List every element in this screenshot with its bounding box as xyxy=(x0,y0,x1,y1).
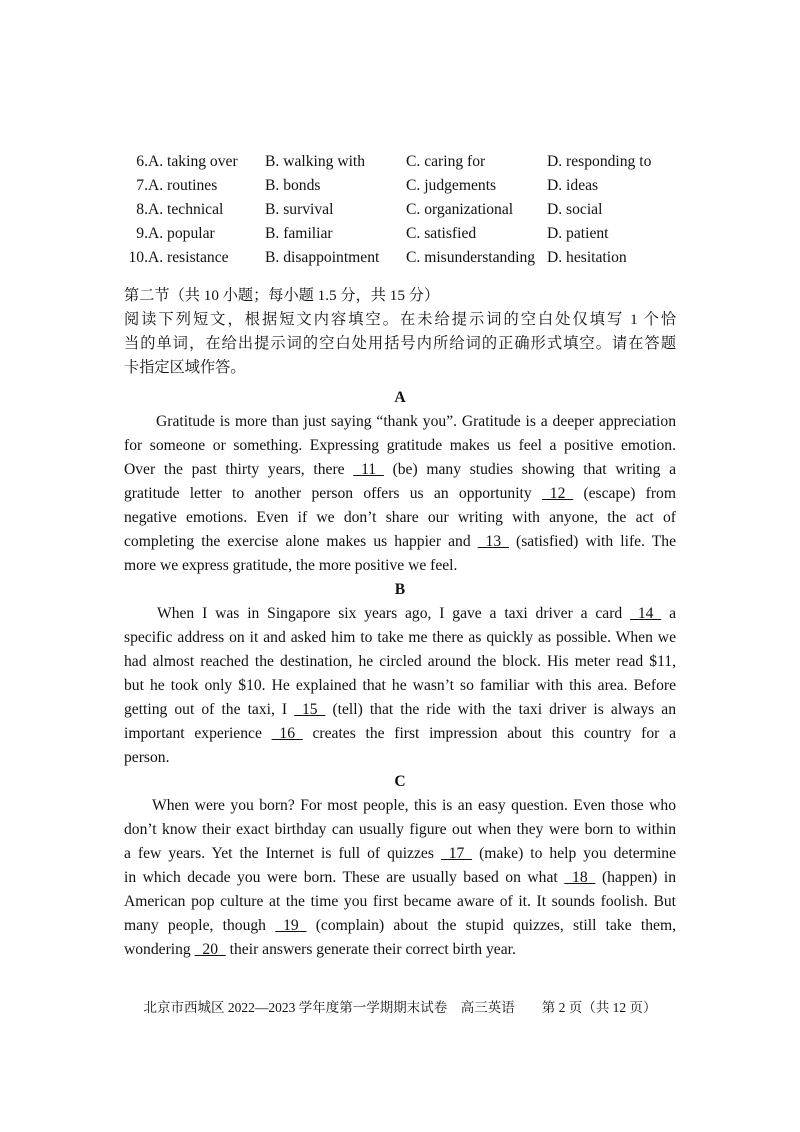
option-d: D. responding to xyxy=(547,153,652,170)
text-segment: wondering xyxy=(124,941,195,958)
text-line xyxy=(124,722,676,746)
text-segment: (make) to help you determine xyxy=(472,845,677,862)
section-title: 第二节（共 10 小题；每小题 1.5 分，共 15 分） xyxy=(124,287,440,304)
option-a: A. technical xyxy=(148,201,224,218)
answer-blank: 19 xyxy=(275,917,307,934)
option-b: B. familiar xyxy=(265,225,333,242)
option-a: A. popular xyxy=(148,225,215,242)
text-segment: many people, though xyxy=(124,917,276,934)
option-d: D. patient xyxy=(547,225,609,242)
answer-blank: 18 xyxy=(564,869,596,886)
text-segment: American pop culture at the time you first became aware of it. It sounds foolish. But xyxy=(124,893,676,910)
text-segment: in which decade you were born. These are usually based on what xyxy=(124,869,565,886)
passage-text xyxy=(124,794,676,962)
answer-blank: 15 xyxy=(294,701,326,718)
text-segment: specific address on it and asked him to take me there as quickly as possible. When we xyxy=(124,629,676,646)
text-line xyxy=(124,482,676,506)
question-number: 9. xyxy=(136,225,148,242)
option-a: A. routines xyxy=(148,177,218,194)
option-d: D. social xyxy=(547,201,603,218)
instruction-line: 当的单词，在给出提示词的空白处用括号内所给词的正确形式填空。请在答题 xyxy=(124,335,676,352)
answer-blank: 11 xyxy=(353,461,384,478)
passage-text xyxy=(124,602,676,770)
passage-title: A xyxy=(394,389,406,406)
question-number: 7. xyxy=(136,177,148,194)
text-line xyxy=(124,698,676,722)
instruction-line: 阅读下列短文，根据短文内容填空。在未给提示词的空白处仅填写 1 个恰 xyxy=(124,311,676,328)
text-segment: When were you born? For most people, this is an easy question. Even those who xyxy=(152,797,676,814)
text-segment: person. xyxy=(124,749,170,766)
text-line xyxy=(124,506,676,530)
text-line xyxy=(124,674,676,698)
passage-title: C xyxy=(394,773,406,790)
text-segment: a few years. Yet the Internet is full of quizzes xyxy=(124,845,441,862)
text-segment: important experience xyxy=(124,725,272,742)
answer-blank: 13 xyxy=(477,533,509,550)
text-line xyxy=(124,842,676,866)
option-b: B. walking with xyxy=(265,153,366,170)
question-number: 10. xyxy=(128,249,148,266)
option-c: C. organizational xyxy=(406,201,514,218)
answer-blank: 17 xyxy=(440,845,473,862)
text-line xyxy=(124,626,676,650)
option-c: C. misunderstanding xyxy=(406,249,536,266)
question-number: 8. xyxy=(136,201,148,218)
answer-blank: 14 xyxy=(630,605,662,622)
text-line xyxy=(124,434,676,458)
text-segment: more we express gratitude, the more positive we feel. xyxy=(124,557,458,574)
option-b: B. disappointment xyxy=(265,249,380,266)
text-segment: but he took only $10. He explained that he wasn’t so familiar with this area. Before xyxy=(124,677,676,694)
text-segment: (be) many studies showing that writing a xyxy=(383,461,676,478)
text-line xyxy=(124,794,676,818)
text-line xyxy=(124,410,676,434)
text-line xyxy=(124,938,676,962)
option-a: A. taking over xyxy=(148,153,238,170)
option-a: A. resistance xyxy=(148,249,229,266)
text-line xyxy=(124,602,676,626)
page-footer: 北京市西城区 2022—2023 学年度第一学期期末试卷 高三英语 第 2 页（共 12 页） xyxy=(143,1000,657,1015)
instruction-line: 卡指定区域作答。 xyxy=(124,359,246,376)
text-segment: a xyxy=(661,605,676,622)
text-segment: (escape) from xyxy=(573,485,676,502)
answer-blank: 20 xyxy=(194,941,226,958)
option-d: D. hesitation xyxy=(547,249,627,266)
text-segment: When I was in Singapore six years ago, I gave a taxi driver a card xyxy=(157,605,631,622)
option-b: B. survival xyxy=(265,201,334,218)
text-line xyxy=(124,746,676,770)
text-line xyxy=(124,914,676,938)
text-line xyxy=(124,866,676,890)
text-segment: negative emotions. Even if we don’t share our writing with anyone, the act of xyxy=(124,509,676,526)
option-d: D. ideas xyxy=(547,177,599,194)
text-segment: Gratitude is more than just saying “thank you”. Gratitude is a deeper appreciation xyxy=(156,413,676,430)
passage-text xyxy=(124,410,676,578)
text-segment: (happen) in xyxy=(595,869,677,886)
text-line xyxy=(124,530,676,554)
text-segment: (satisfied) with life. The xyxy=(508,533,677,550)
option-c: C. caring for xyxy=(406,153,486,170)
question-number: 6. xyxy=(136,153,148,170)
text-segment: creates the first impression about this country for a xyxy=(302,725,677,742)
option-c: C. judgements xyxy=(406,177,497,194)
answer-blank: 16 xyxy=(271,725,303,742)
text-segment: getting out of the taxi, I xyxy=(124,701,295,718)
text-segment: completing the exercise alone makes us happier and xyxy=(124,533,478,550)
text-segment: Over the past thirty years, there xyxy=(124,461,354,478)
text-segment: had almost reached the destination, he circled around the block. His meter read $11, xyxy=(124,653,676,670)
text-segment: for someone or something. Expressing gratitude makes us feel a positive emotion. xyxy=(124,437,676,454)
text-line xyxy=(124,818,676,842)
text-line xyxy=(124,554,676,578)
text-segment: gratitude letter to another person offers us an opportunity xyxy=(124,485,542,502)
text-line xyxy=(124,890,676,914)
option-b: B. bonds xyxy=(265,177,321,194)
instructions xyxy=(124,308,676,380)
text-segment: (complain) about the stupid quizzes, still take them, xyxy=(306,917,677,934)
text-line xyxy=(124,458,676,482)
answer-blank: 12 xyxy=(541,485,574,502)
passage-title: B xyxy=(394,581,406,598)
text-segment: (tell) that the ride with the taxi driver is always an xyxy=(325,701,676,718)
text-segment: their answers generate their correct birth year. xyxy=(225,941,516,958)
text-line xyxy=(124,650,676,674)
text-segment: don’t know their exact birthday can usually figure out when they were born to within xyxy=(124,821,676,838)
option-c: C. satisfied xyxy=(406,225,477,242)
